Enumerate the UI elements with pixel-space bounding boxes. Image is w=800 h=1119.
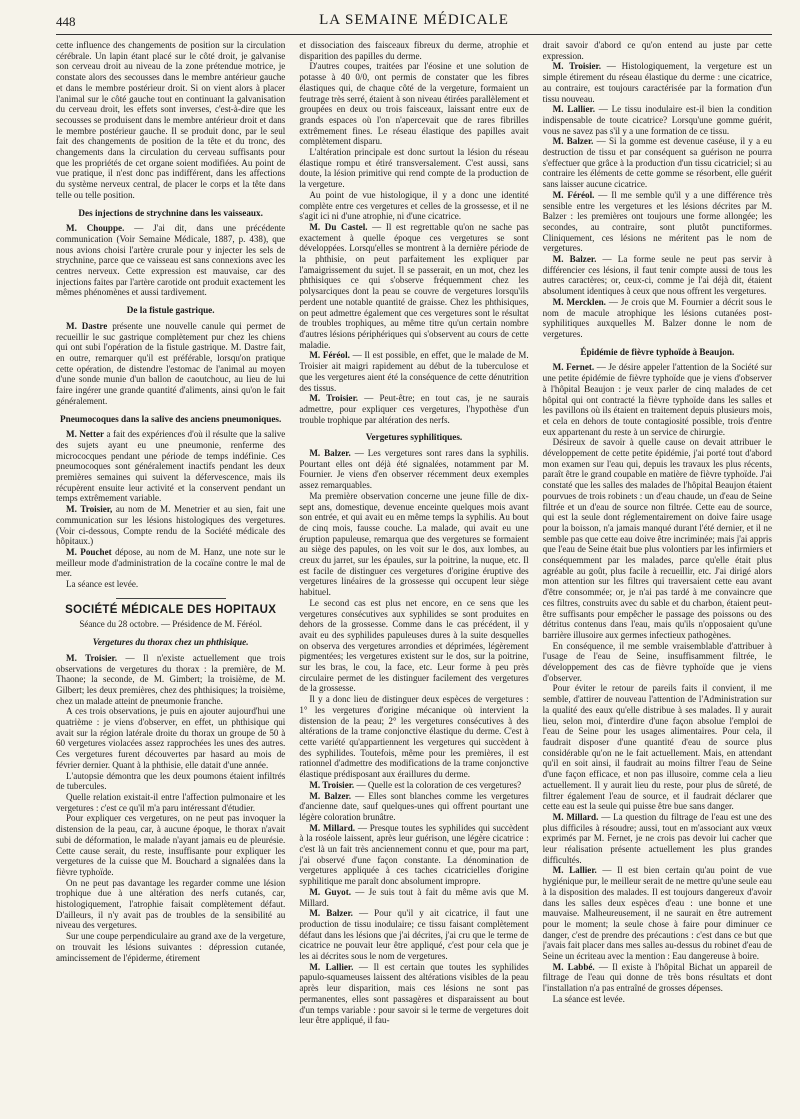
speech-text: — Presque toutes les syphilides qui succèdent à la roséole laissent, après leur guérison, une légère cicatrice : c'est là un fait très anciennement connu et que, pour ma part, j'ai observé d'une façon constante. La dénomination de vergetures appliquée à ces taches cicatricielles d'origine syphilitique me paraît donc absolument impropre.	[299, 822, 529, 887]
speech-text: dépose, au nom de M. Hanz, une note sur le meilleur mode d'administration de la cocaïne contre le mal de mer.	[56, 546, 286, 579]
paragraph	[543, 297, 772, 340]
paragraph: L'autopsie démontra que les deux poumons étaient infiltrés de tubercules.	[56, 770, 286, 792]
paragraph: et dissociation des faisceaux fibreux du derme, atrophie et disparition des papilles du derme.	[299, 40, 529, 61]
speech-text: — Je crois que M. Fournier a décrit sous le nom de macule atrophique les lésions cutanées post-syphilitiques auxquelles M. Balzer donne le nom de vergetures.	[542, 296, 772, 339]
paragraph	[543, 865, 772, 961]
speaker-name: M. Troisier.	[309, 393, 359, 404]
speech-text: — Quelle est la coloration de ces vergetures?	[354, 779, 522, 790]
speaker-name: M. Millard.	[552, 811, 599, 822]
text-columns	[56, 40, 772, 1110]
column-left	[56, 40, 285, 1110]
society-title: SOCIÉTÉ MÉDICALE DES HOPITAUX	[65, 603, 277, 616]
speech-text: — Il est certain que toutes les syphilides papulo-squameuses laissent des altérations visibles de la peau après leur disparition, mais ces lésions ne sont pas permanentes, elles sont passagères et disparaissent au bout d'un temps variable : pour savoir si le terme de vergetures doit leur être appliqué, il fau-	[299, 961, 529, 1026]
column-right	[543, 40, 772, 1110]
paragraph	[299, 448, 528, 491]
paragraph	[543, 61, 772, 104]
speech-text: présente une nouvelle canule qui permet de recueillir le suc gastrique complètement pur chez les chiens qui ont subi l'opération de la fistule gastrique. M. Dastre fait, en outre, remarquer qu'il est préférable, lorsqu'on pratique cette opération, de distendre l'estomac de l'animal au moyen d'une sonde munie d'un ballon de caoutchouc, au lieu de lui faire ingérer une grande quantité d'aliments, ainsi qu'on le fait généralement.	[56, 320, 286, 406]
paragraph	[299, 393, 528, 425]
paragraph: drait savoir d'abord ce qu'on entend au juste par cette expression.	[542, 40, 772, 61]
speech-text: — Peut-être; en tout cas, je ne saurais admettre, pour expliquer ces vergetures, l'hypothèse d'un trouble trophique par altération des nerfs.	[299, 393, 529, 425]
paragraph: En conséquence, il me semble vraisemblable d'attribuer à l'usage de l'eau de Seine, insuffisamment filtrée, le développement des cas de fièvre typhoïde que je viens d'observer.	[542, 640, 772, 683]
paragraph	[56, 653, 285, 707]
speech-text: — Pour qu'il y ait cicatrice, il faut une production de tissu inodulaire; ce tissu faisant complètement défaut dans les lésions que j'ai décrites, j'ai cru que le terme de cicatrice ne pouvait leur être appliqué, c'est pour cela que je les ai décrites sous le nom de vergetures.	[299, 908, 529, 962]
paragraph	[299, 823, 528, 887]
paragraph	[299, 887, 528, 908]
paragraph	[56, 429, 285, 504]
speech-text: — Il est regrettable qu'on ne sache pas exactement à quelle époque ces vergetures se sont développées. Lorsqu'elles se montrent à la dernière période de la phthisie, on peut parfaitement les expliquer par l'amaigrissement du sujet. Il se passerait, en un mot, chez les phthisiques ce qui s'observe fréquemment chez les polysarciques dont la peau se couvre de vergetures lorsqu'ils perdent une notable quantité de graisse. Chez les phthisiques, on peut admettre également que ces vergetures sont le résultat de troubles trophiques, au même titre qu'un certain nombre d'autres lésions périphériques qui s'observent au cours de cette maladie.	[299, 221, 529, 350]
speech-text: — Le tissu inodulaire est-il bien la condition indispensable de toute cicatrice? Lorsqu'une gomme guérit, vous ne savez pas s'il y a une formation de ce tissu.	[542, 104, 772, 136]
section-heading: Des injections de strychnine dans les vaisseaux.	[78, 207, 263, 218]
speech-text: — J'ai dit, dans une précédente communication (Voir Semaine Médicale, 1887, p. 438), que nous avions choisi l'artère crurale pour y injecter les sels de strychnine, parce que ce vaisseau est sans connexions avec les centres nerveux. Cette expression est mauvaise, car des injections faites par l'artère carotide ont produit exactement les mêmes phénomènes et aussi tardivement.	[56, 223, 286, 298]
speech-text: — Les vergetures sont rares dans la syphilis. Pourtant elles ont déjà été signalées, notamment par M. Fournier. Je viens d'en observer récemment deux exemples assez remarquables.	[299, 448, 529, 491]
speech-text: — Il n'existe actuellement que trois observations de vergetures du thorax : la première, de M. Thaone; la seconde, de M. Gimbert; la troisième, de M. Gilbert; les deux premières, chez des phthisiques; la troisième, chez un malade atteint de pneumonie franche.	[56, 652, 286, 706]
paragraph	[543, 254, 772, 297]
speech-text: — La question du filtrage de l'eau est une des plus difficiles à résoudre; aussi, tout en m'associant aux vœux exprimés par M. Fernet, je ne crois pas devoir lui cacher que leur réalisation présente actuellement les plus grandes difficultés.	[542, 811, 772, 865]
speech-text: — Il existe à l'hôpital Bichat un appareil de filtrage de l'eau qui donne de très bons résultats et dont l'installation n'a pas entraîné de grosses dépenses.	[542, 961, 772, 994]
session-closed: La séance est levée.	[66, 579, 139, 590]
paragraph: cette influence des changements de position sur la circulation cérébrale. Un lapin étant placé sur le côté droit, je galvanise son cerveau droit au niveau de la zone prétendue motrice, je constate alors des secousses dans le membre antérieur gauche et dans le membre postérieur droit. Si on vient alors à placer l'animal sur le côté gauche tout en continuant la galvanisation du cerveau droit, les effets sont inverses, c'est-à-dire que les secousses se produisent dans le membre antérieur droit et dans le membre postérieur gauche. Il se produit donc, par le seul fait des changements de position de la tête et du tronc, des changements dans la circulation du cerveau suffisants pour que les propriétés de cet organe soient modifiées. Au point de vue pratique, il n'est donc pas indifférent, dans les affections du système nerveux central, de placer le corps et la tête dans telle ou telle position.	[56, 40, 286, 200]
speech-text: — Il est bien certain qu'au point de vue hygiénique pur, le meilleur serait de ne mettre qu'une seule eau à la disposition des malades. Il est toujours dangereux d'avoir dans les salles deux espèces d'eau : une bonne et une mauvaise. Malheureusement, il ne saurait en être autrement pour le moment; la seule chose à faire pour diminuer ce danger, c'est de prendre des précautions : c'est dans ce but que j'avais fait placer dans mes salles au-dessus du robinet d'eau de Seine un écriteau avec la mention : Eau dangereuse à boire.	[542, 865, 772, 962]
paragraph: D'autres coupes, traitées par l'éosine et une solution de potasse à 40 0/0, ont permis de constater que les fibres élastiques qui, de chaque côté de la vergeture, formaient un feutrage très serré, étaient à son niveau étirées parallèlement et groupées en deux ou trois faisceaux, laissant entre eux de grands espaces où l'on n'apercevait que de rares fibrilles extrêmement fines. Le réseau élastique des papilles avait complètement disparu.	[299, 61, 529, 147]
speech-text: a fait des expériences d'où il résulte que la salive des sujets ayant eu une pneumonie, renferme des micrococques pendant une période de temps indéfinie. Ces pneumocoques sont généralement inactifs pendant les deux premières semaines qui suivent la défervescence, mais ils récupèrent ensuite leur activité et la conservent pendant un temps extrêmement variable.	[56, 429, 286, 504]
paragraph	[543, 362, 772, 437]
paragraph	[543, 812, 772, 866]
paragraph	[299, 350, 528, 393]
column-middle	[299, 40, 528, 1110]
speech-text: — La forme seule ne peut pas servir à différencier ces lésions, il faut tenir compte aussi de tous les autres caractères; or, ceux-ci, comme je l'ai déjà dit, étaient absolument identiques à ceux que nous offrent les vergetures.	[542, 254, 772, 297]
paragraph	[299, 908, 528, 962]
paragraph	[299, 962, 528, 1026]
speaker-name: M. Guyot.	[309, 886, 351, 897]
speaker-name: M. Balzer.	[309, 790, 351, 801]
speaker-name: M. Pouchet	[66, 546, 112, 557]
speaker-name: M. Netter	[66, 429, 105, 440]
session-closed: La séance est levée.	[552, 993, 625, 1004]
section-heading: Vergetures syphilitiques.	[365, 432, 463, 443]
paragraph	[299, 222, 528, 350]
section-heading: Épidémie de fièvre typhoïde à Beaujon.	[580, 346, 735, 357]
paragraph: On ne peut pas davantage les regarder comme une lésion trophique due à une altération des nerfs cutanés, car, histologiquement, l'atrophie faisait complètement défaut. D'ailleurs, il n'y avait pas de troubles de la sensibilité au niveau des vergetures.	[56, 877, 286, 931]
paragraph: L'altération principale est donc surtout la lésion du réseau élastique rompu et étiré transversalement. C'est aussi, sans doute, la lésion primitive qui rend compte de la production de la vergeture.	[299, 147, 529, 190]
journal-title: LA SEMAINE MÉDICALE	[319, 12, 509, 28]
speaker-name: M. Balzer.	[309, 908, 353, 919]
section-divider	[116, 598, 226, 599]
page-number: 448	[56, 14, 76, 29]
running-header	[56, 12, 772, 35]
paragraph	[543, 190, 772, 254]
paragraph: Pour expliquer ces vergetures, on ne peut pas invoquer la distension de la peau, car, à aucune époque, le thorax n'avait subi de déformation, le malade n'ayant jamais eu de pleurésie. Cette cause serait, du reste, insuffisante pour expliquer les vergetures de la cuisse que M. Bouchard a signalées dans la fièvre typhoïde.	[56, 813, 286, 877]
paragraph: Le second cas est plus net encore, en ce sens que les vergetures consécutives aux syphilides se sont produites en dehors de la grossesse. Comme dans le cas précédent, il y avait eu des syphilides papuleuses dures à la suite desquelles on observa des vergetures arrondies et déprimées, légèrement pigmentées; les vergetures existent sur le dos, sur la poitrine, sur les bras, le cou, la face, etc. Leur forme à peu près circulaire permet de les distinguer facilement des vergetures de la grossesse.	[299, 597, 529, 694]
paragraph: Désireux de savoir à quelle cause on devait attribuer le développement de cette petite épidémie, j'ai porté tout d'abord mon examen sur l'eau qui, depuis les travaux les plus récents, paraît être le grand coupable en matière de fièvre typhoïde. J'ai constaté que les salles des malades de l'hôpital Beaujon étaient pourvues de trois robinets : un d'eau chaude, un d'eau de Seine filtrée et un d'eau de source non filtrée. Cette eau de source, qui est la seule dont réglementairement on doive faire usage pour la boisson, n'a jamais manqué durant l'été dernier, et il ne semble pas que cette eau doive être incriminée; mais j'ai appris que l'eau de Seine était bue plus volontiers par les infirmiers et conséquemment par les malades, parce qu'elle était plus agréable au goût, plus facile à recueillir, etc. J'ai dirigé alors mon attention sur les filtres qui traversaient cette eau avant d'être consommée; or, je n'ai pas tardé à me convaincre que ces filtres, construits avec du sable et du charbon, étaient peut-être suffisants pour empêcher le passage des poissons ou des détritus contenus dans l'eau, mais qu'ils n'opposaient qu'une barrière illusoire aux germes infectieux pathogènes.	[542, 437, 772, 640]
speaker-name: M. Troisier.	[66, 652, 118, 663]
paragraph: Quelle relation existait-il entre l'affection pulmonaire et les vergetures : c'est ce qu'il m'a paru intéressant d'étudier.	[56, 792, 286, 813]
speaker-name: M. Troisier.	[552, 61, 602, 72]
paragraph	[56, 504, 285, 547]
speaker-name: M. Balzer.	[552, 136, 594, 147]
speech-text: — Il me semble qu'il y a une différence très sensible entre les vergetures et les lésions décrites par M. Balzer : les premières ont toujours une forme allongée; les secondes, au contraire, sont plutôt punctiformes. Cliniquement, ces lésions ne méritent pas le nom de vergetures.	[542, 189, 772, 254]
paragraph: A ces trois observations, je puis en ajouter aujourd'hui une quatrième : je viens d'observer, en effet, un phthisique qui avait sur la région latérale droite du thorax un groupe de 50 à 60 vergetures violacées assez rapprochées les unes des autres. Ces vergetures furent découvertes par hasard au mois de février dernier. Quant à la phthisie, elle datait d'une année.	[56, 706, 286, 770]
speaker-name: M. Dastre	[66, 320, 108, 331]
speech-text: — Elles sont blanches comme les vergetures d'ancienne date, sauf quelques-unes qui offrent pourtant une légère coloration brunâtre.	[299, 790, 529, 822]
speaker-name: M. Troisier,	[66, 504, 113, 515]
speaker-name: M. Troisier.	[309, 779, 355, 790]
paragraph	[299, 791, 528, 823]
paragraph: Il y a donc lieu de distinguer deux espèces de vergetures : 1° les vergetures d'origine mécanique où intervient la distension de la peau; 2° les vergetures consécutives à des altérations de la trame conjonctive élastique du derme. C'est à cette variété qu'appartiennent les vergetures qui succèdent à des syphilides. Toutefois, même pour les premières, il est rationnel d'admettre des modifications de la trame conjonctive élastique prédisposant aux éraillures du derme.	[299, 694, 529, 780]
speaker-name: M. Labbé.	[552, 961, 595, 972]
speaker-name: M. Féréol.	[552, 189, 595, 200]
speech-text: — Il est possible, en effet, que le malade de M. Troisier ait maigri rapidement au début de la tuberculose et que les vergetures aient été la conséquence de cette dénutrition des tissus.	[299, 350, 529, 393]
speaker-name: M. Lallier.	[309, 961, 354, 972]
speaker-name: M. Mercklen.	[552, 296, 606, 307]
speaker-name: M. Fernet.	[552, 362, 595, 373]
paragraph: Pour éviter le retour de pareils faits il convient, il me semble, d'attirer de nouveau l'attention de l'Administration sur la qualité des eaux qu'elle distribue à ses malades. Il y aurait lieu, selon moi, d'interdire d'une façon absolue l'emploi de l'eau de Seine pour les usages alimentaires. Pour cela, il faudrait disposer d'une quantité d'eau de source plus considérable qu'on ne le fait actuellement. Mais, en attendant qu'il en soit ainsi, il faudrait au moins filtrer l'eau de Seine d'une façon efficace, et non pas illusoire, comme cela a lieu actuellement. Il y aurait lieu du reste, pour plus de sûreté, de filtrer également l'eau de source, et il faudrait déclarer que cette eau est la seule qui puisse être bue sans danger.	[542, 683, 772, 812]
speech-text: — Si la gomme est devenue caséuse, il y a eu destruction de tissu et par conséquent sa guérison ne pourra s'effectuer que grâce à la production d'un tissu cicatriciel; si au contraire les éléments de cette gomme se résorbent, elle guérit sans laisser aucune cicatrice.	[542, 136, 772, 190]
speech-text: au nom de M. Menetrier et au sien, fait une communication sur les lésions histologiques des vergetures. (Voir ci-dessous, Compte rendu de la Société médicale des hôpitaux.)	[56, 504, 286, 547]
paragraph	[543, 104, 772, 136]
paragraph	[543, 136, 772, 190]
speaker-name: M. Balzer.	[552, 254, 597, 265]
speaker-name: M. Lallier.	[552, 104, 595, 115]
paragraph	[299, 780, 528, 791]
speech-text: — Je désire appeler l'attention de la Société sur une petite épidémie de fièvre typhoïde que je viens d'observer à l'hôpital Beaujon : je veux parler de cinq malades de cet hôpital qui ont contracté la fièvre typhoïde dans les salles et les pavillons où ils étaient en traitement depuis plusieurs mois, et cela en dehors de toute contagiosité possible, trois d'entre eux appartenant du reste à un service de chirurgie.	[542, 362, 772, 437]
speech-text: — Je suis tout à fait du même avis que M. Millard.	[299, 886, 529, 908]
paragraph	[56, 547, 285, 579]
speaker-name: M. Féréol.	[309, 350, 350, 361]
section-heading: Vergetures du thorax chez un phthisique.	[92, 637, 249, 648]
speaker-name: M. Balzer.	[309, 448, 351, 459]
speaker-name: M. Millard.	[309, 822, 356, 833]
paragraph: Ma première observation concerne une jeune fille de dix-sept ans, domestique, devenue enceinte quelques mois avant son entrée, et qui avait eu en même temps la syphilis. Au bout de cinq mois, fausse couche. La malade, qui avait eu une éruption papuleuse, remarqua que des vergetures se formaient au siège des papules, on les voit sur le dos, aux lombes, au creux du jarret, sur les épaules, sur la poitrine, la nuque, etc. Il est facile de distinguer ces vergetures d'origine éruptive des vergetures linéaires de la grossesse qui occupent leur siège habituel.	[299, 490, 529, 598]
paragraph: Sur une coupe perpendiculaire au grand axe de la vergeture, on trouvait les lésions suivantes : dépression cutanée, amincissement de l'épiderme, étirement	[56, 931, 286, 963]
paragraph: Au point de vue histologique, il y a donc une identité complète entre ces vergetures et celles de la grossesse, et il ne s'agit ici ni d'une atrophie, ni d'une cicatrice.	[299, 189, 529, 222]
section-heading: De la fistule gastrique.	[126, 305, 215, 316]
speaker-name: M. Chouppe.	[66, 223, 125, 234]
paragraph	[543, 962, 772, 994]
speaker-name: M. Du Castel.	[309, 221, 368, 232]
section-heading: Pneumocoques dans la salive des anciens pneumoniques.	[60, 413, 282, 424]
session-info: Séance du 28 octobre. — Présidence de M. Féréol.	[79, 619, 263, 630]
speaker-name: M. Lallier.	[552, 865, 597, 876]
speech-text: — Histologiquement, la vergeture est un simple étirement du réseau élastique du derme : une cicatrice, au contraire, est toujours caractérisée par la formation d'un tissu nouveau.	[542, 61, 772, 104]
paragraph	[56, 321, 285, 407]
paragraph	[56, 223, 285, 298]
